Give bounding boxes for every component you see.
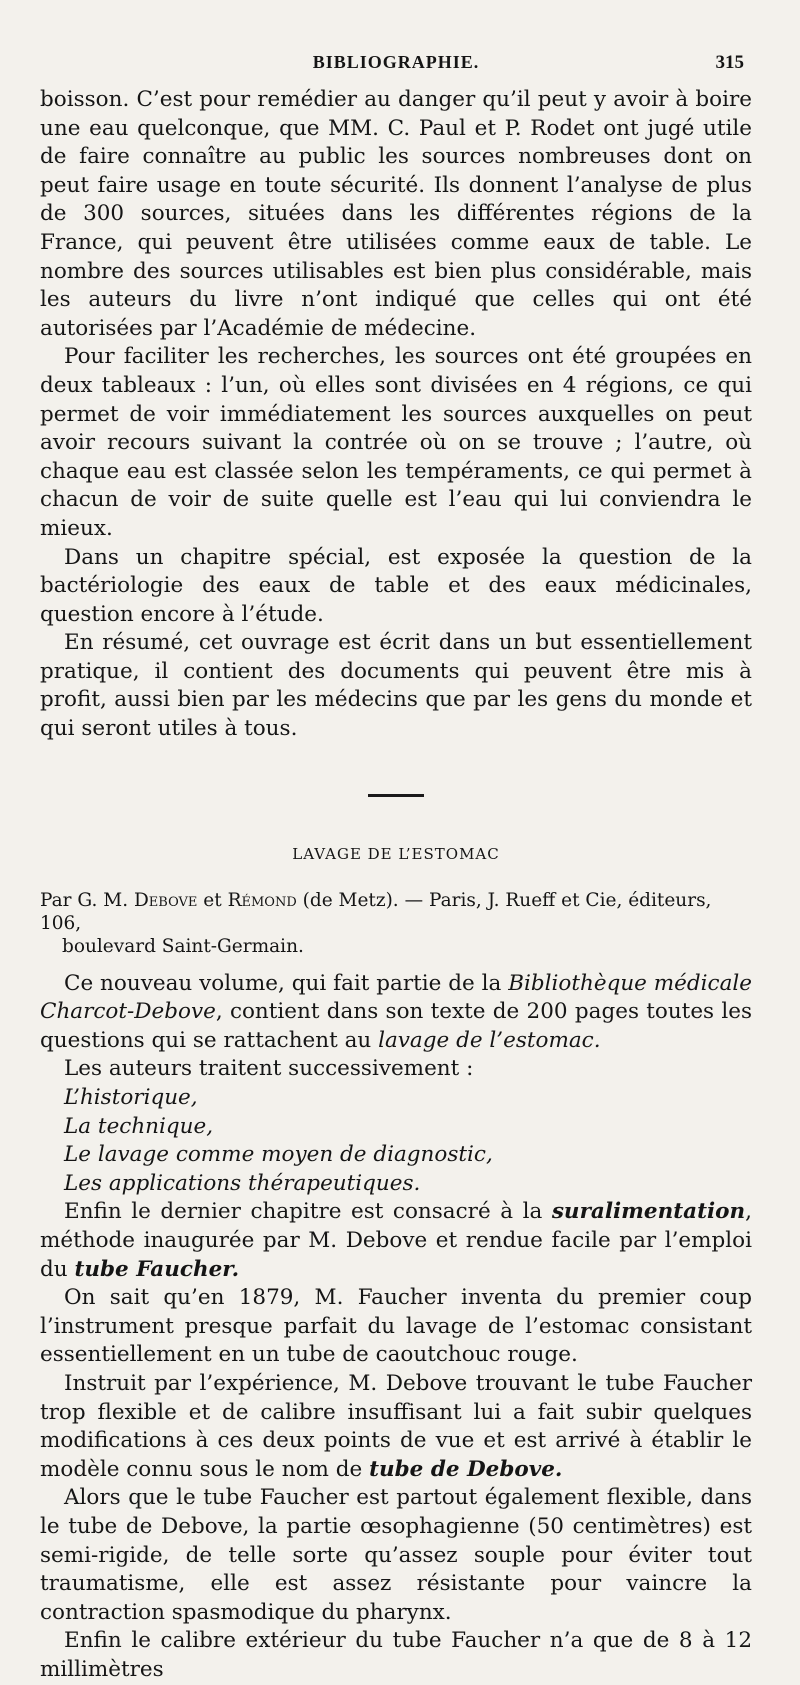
body-text-top bbox=[40, 86, 752, 744]
reference-line: boulevard Saint-Germain. bbox=[62, 935, 304, 957]
list-item: Le lavage comme moyen de diagnostic, bbox=[64, 1142, 493, 1168]
paragraph: Enfin le dernier chapitre est consacré à la suralimentation, méthode inaugurée par M. Debove et rendue facile par l’emploi du tube Faucher. bbox=[40, 1199, 752, 1282]
author-name: Debove bbox=[133, 889, 198, 911]
paragraph: Instruit par l’expérience, M. Debove trouvant le tube Faucher trop flexible et de calibre insuffisant lui a fait subir quelques modifications à ces deux points de vue et est arrivé à établir le modèle connu sous le nom de tube de Debove. bbox=[40, 1370, 752, 1482]
bibliographic-reference bbox=[40, 889, 752, 958]
author-name: Rémond bbox=[227, 889, 297, 911]
list-item: Les applications thérapeutiques. bbox=[64, 1170, 421, 1196]
body-text-bottom bbox=[40, 970, 752, 1685]
list-item: L’historique, bbox=[64, 1085, 198, 1111]
reference-line: Par G. M. Debove et Rémond (de Metz). — Paris, J. Rueff et Cie, éditeurs, 106, bbox=[40, 889, 712, 934]
running-header bbox=[40, 52, 752, 86]
section-heading: LAVAGE DE L’ESTOMAC bbox=[292, 844, 500, 863]
list-item: La technique, bbox=[64, 1113, 214, 1139]
paragraph: Enfin le calibre extérieur du tube Faucher n’a que de 8 à 12 millimètres bbox=[40, 1628, 752, 1682]
running-title: BIBLIOGRAPHIE. bbox=[312, 52, 480, 72]
book-title: Bibliothèque médicale Charcot-Debove bbox=[40, 970, 752, 1025]
paragraph: Les auteurs traitent successivement : bbox=[64, 1056, 474, 1082]
page-number: 315 bbox=[715, 52, 744, 73]
paragraph: En résumé, cet ouvrage est écrit dans un but essentiellement pratique, il contient des documents qui peuvent être mis à profit, aussi bien par les médecins que par les gens du monde et qui seront utiles à tous. bbox=[40, 630, 752, 742]
paragraph: Alors que le tube Faucher est partout également flexible, dans le tube de Debove, la partie œsophagienne (50 centimètres) est semi-rigide, de telle sorte qu’assez souple pour éviter tout traumatisme, elle est assez résistante pour vaincre la contraction spasmodique du pharynx. bbox=[40, 1485, 752, 1625]
paragraph: Dans un chapitre spécial, est exposée la question de la bactériologie des eaux de table et des eaux médicinales, question encore à l’étude. bbox=[40, 544, 752, 627]
topic-title: lavage de l’estomac. bbox=[378, 1027, 601, 1053]
section-divider bbox=[368, 794, 424, 797]
paragraph: On sait qu’en 1879, M. Faucher inventa du premier coup l’instrument presque parfait du lavage de l’estomac consistant essentiellement en un tube de caoutchouc rouge. bbox=[40, 1285, 752, 1368]
paragraph: boisson. C’est pour remédier au danger qu’il peut y avoir à boire une eau quelconque, que MM. C. Paul et P. Rodet ont jugé utile de faire connaître au public les sources nombreuses dont on peut faire usage en toute sécurité. Ils donnent l’analyse de plus de 300 sources, situées dans les différentes régions de la France, qui peuvent être utilisées comme eaux de table. Le nombre des sources utilisables est bien plus considérable, mais les auteurs du livre n’ont indiqué que celles qui ont été autorisées par l’Académie de médecine. bbox=[40, 87, 752, 341]
paragraph: Pour faciliter les recherches, les sources ont été groupées en deux tableaux : l’un, où elles sont divisées en 4 régions, ce qui permet de voir immédiatement les sources auxquelles on peut avoir recours suivant la contrée où on se trouve ; l’autre, où chaque eau est classée selon les tempéraments, ce qui permet à chacun de voir de suite quelle est l’eau qui lui conviendra le mieux. bbox=[40, 344, 752, 541]
paragraph: Ce nouveau volume, qui fait partie de la Bibliothèque médicale Charcot-Debove, contient dans son texte de 200 pages toutes les questions qui se rattachent au lavage de l’estomac. bbox=[40, 970, 752, 1053]
